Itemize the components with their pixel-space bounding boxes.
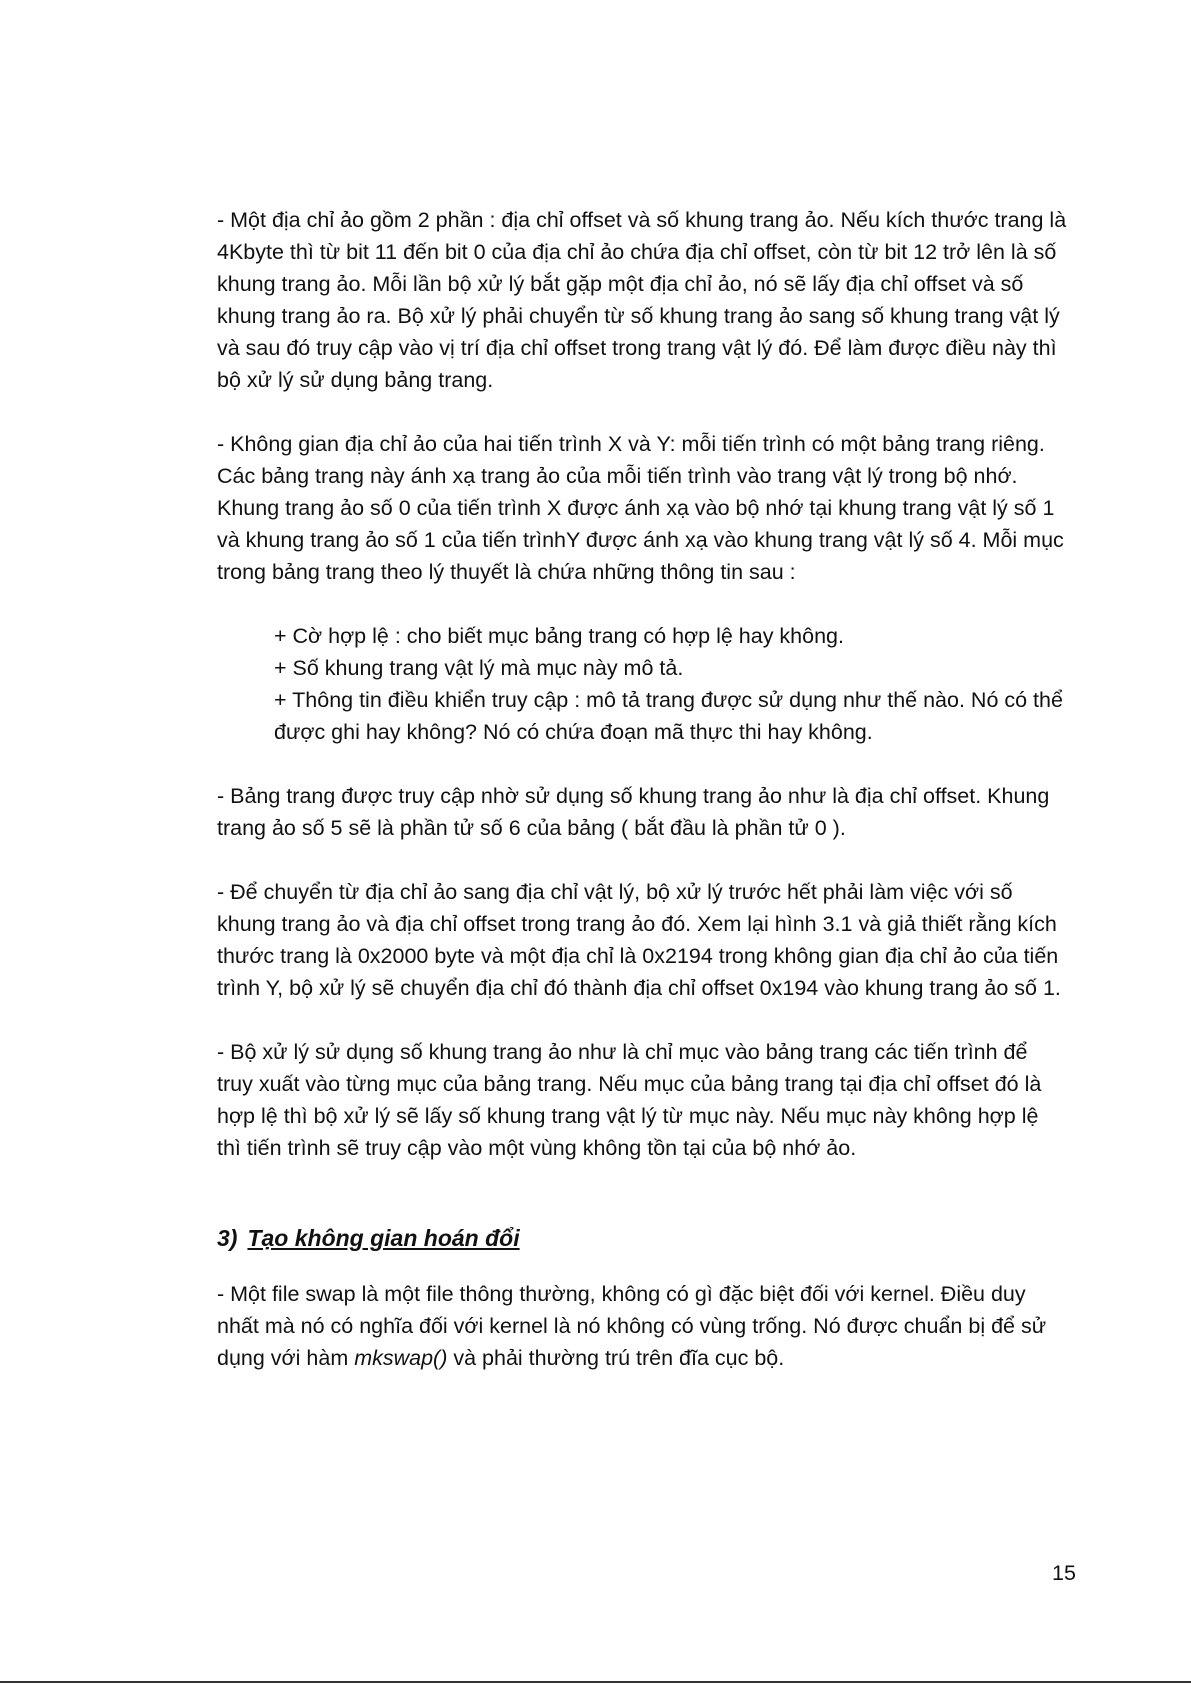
- paragraph-process-address-space: - Không gian địa chỉ ảo của hai tiến trình X và Y: mỗi tiến trình có một bảng trang riêng. Các bảng trang này ánh xạ trang ảo của mỗi tiến trình vào trang vật lý trong bộ nhớ. Khung trang ảo số 0 của tiến trình X được ánh xạ vào bộ nhớ tại khung trang vật lý số 1 và khung trang ảo số 1 của tiến trìnhY được ánh xạ vào khung trang vật lý số 4. Mỗi mục trong bảng trang theo lý thuyết là chứa những thông tin sau :: [217, 432, 1064, 584]
- section-number: 3): [217, 1225, 238, 1251]
- paragraph-page-table-lookup: - Bộ xử lý sử dụng số khung trang ảo như là chỉ mục vào bảng trang các tiến trình để truy xuất vào từng mục của bảng trang. Nếu mục của bảng trang tại địa chỉ offset đó là hợp lệ thì bộ xử lý sẽ lấy số khung trang vật lý từ mục này. Nếu mục này không hợp lệ thì tiến trình sẽ truy cập vào một vùng không tồn tại của bộ nhớ ảo.: [217, 1040, 1042, 1160]
- mkswap-function: mkswap(): [354, 1346, 448, 1370]
- section-title: Tạo không gian hoán đổi: [247, 1225, 520, 1251]
- paragraph-page-table-access: - Bảng trang được truy cập nhờ sử dụng số khung trang ảo như là địa chỉ offset. Khung trang ảo số 5 sẽ là phần tử số 6 của bảng ( bắt đầu là phần tử 0 ).: [217, 784, 1050, 840]
- list-item-physical-frame: + Số khung trang vật lý mà mục này mô tả.: [274, 656, 684, 680]
- page-number: 15: [1052, 1561, 1076, 1585]
- list-item-valid-flag: + Cờ hợp lệ : cho biết mục bảng trang có hợp lệ hay không.: [274, 624, 844, 648]
- page-table-entry-list: [217, 620, 1067, 748]
- swap-text-before: - Một file swap là một file thông thường, không có gì đặc biệt đối với kernel. Điều duy nhất mà nó có nghĩa đối với kernel là nó không có vùng trống. Nó được chuẩn bị để sử dụng với hàm: [217, 1282, 1047, 1370]
- swap-text-after: và phải thường trú trên đĩa cục bộ.: [447, 1346, 785, 1370]
- section-heading: [217, 1222, 1067, 1254]
- paragraph-swap-file: [217, 1278, 1067, 1374]
- paragraph-address-translation: - Để chuyển từ địa chỉ ảo sang địa chỉ vật lý, bộ xử lý trước hết phải làm việc với số khung trang ảo và địa chỉ offset trong trang ảo đó. Xem lại hình 3.1 và giả thiết rằng kích thước trang là 0x2000 byte và một địa chỉ là 0x2194 trong không gian địa chỉ ảo của tiến trình Y, bộ xử lý sẽ chuyển địa chỉ đó thành địa chỉ offset 0x194 vào khung trang ảo số 1.: [217, 880, 1061, 1000]
- paragraph-virtual-address-parts: - Một địa chỉ ảo gồm 2 phần : địa chỉ offset và số khung trang ảo. Nếu kích thước trang là 4Kbyte thì từ bit 11 đến bit 0 của địa chỉ ảo chứa địa chỉ offset, còn từ bit 12 trở lên là số khung trang ảo. Mỗi lần bộ xử lý bắt gặp một địa chỉ ảo, nó sẽ lấy địa chỉ offset và số khung trang ảo ra. Bộ xử lý phải chuyển từ số khung trang ảo sang số khung trang vật lý và sau đó truy cập vào vị trí địa chỉ offset trong trang vật lý đó. Để làm được điều này thì bộ xử lý sử dụng bảng trang.: [217, 208, 1067, 392]
- page-content: [217, 204, 1067, 1406]
- page-bottom-rule: [0, 1681, 1191, 1683]
- list-item-access-control: + Thông tin điều khiển truy cập : mô tả trang được sử dụng như thế nào. Nó có thể được ghi hay không? Nó có chứa đoạn mã thực thi hay không.: [274, 688, 1063, 744]
